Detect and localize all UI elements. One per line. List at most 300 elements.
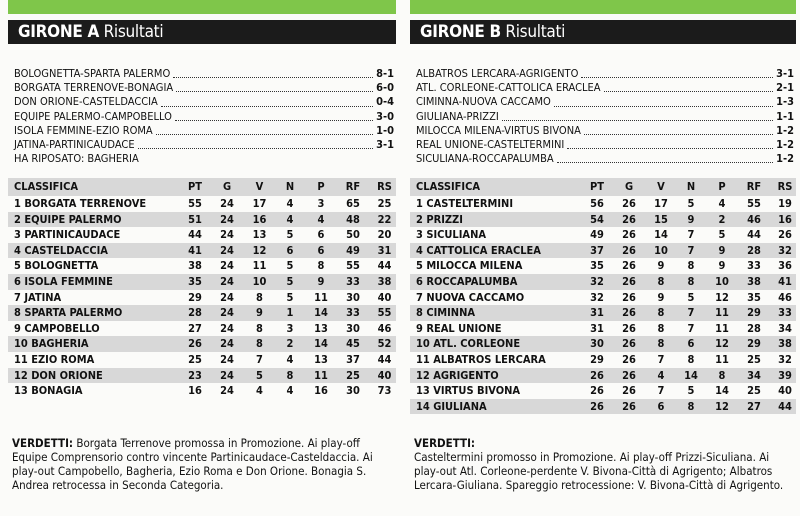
result-match: ISOLA FEMMINE-EZIO ROMA <box>14 123 153 137</box>
standings-row <box>410 258 796 274</box>
standings-value: 1 <box>286 306 294 320</box>
standings-value: 17 <box>252 197 267 210</box>
standings-value: 26 <box>622 368 636 382</box>
standings-value: 49 <box>346 243 360 257</box>
result-leader-dots <box>161 95 373 106</box>
standings-value: 26 <box>622 290 636 304</box>
standings-value: 13 <box>314 352 328 366</box>
standings-value: 34 <box>747 368 761 382</box>
standings-value: 45 <box>346 337 360 351</box>
standings-row <box>410 368 796 384</box>
standings-value: 12 <box>715 399 729 413</box>
standings-value: 40 <box>377 368 392 382</box>
standings-value: 41 <box>188 243 202 257</box>
standings-value: 40 <box>377 290 392 304</box>
result-match: ATL. CORLEONE-CATTOLICA ERACLEA <box>416 81 601 95</box>
standings-value: 46 <box>747 212 761 226</box>
standings-header-cell: V <box>657 180 665 193</box>
standings-value: 11 <box>715 306 729 320</box>
girone-a-green-bar <box>8 0 396 14</box>
standings-value: 55 <box>377 306 392 320</box>
standings-value: 24 <box>220 306 234 320</box>
standings-value: 10 <box>252 274 267 288</box>
standings-value: 5 <box>687 290 695 304</box>
standings-value: 4 <box>286 352 294 366</box>
result-score: 3-1 <box>776 67 794 80</box>
standings-value: 28 <box>747 243 761 257</box>
standings-value: 26 <box>622 259 636 273</box>
standings-value: 7 <box>256 352 263 366</box>
standings-value: 26 <box>622 228 636 242</box>
standings-value: 27 <box>747 399 761 413</box>
result-row <box>14 124 394 138</box>
standings-value: 30 <box>346 321 360 335</box>
standings-row <box>410 227 796 243</box>
standings-value: 8 <box>657 321 665 335</box>
standings-header-cell: P <box>317 180 325 193</box>
standings-header-row <box>410 178 796 196</box>
standings-team: 13 VIRTUS BIVONA <box>416 384 521 398</box>
standings-value: 4 <box>256 384 263 398</box>
standings-value: 14 <box>314 337 328 351</box>
standings-value: 26 <box>622 197 636 210</box>
standings-row <box>410 399 796 415</box>
standings-row <box>8 352 396 368</box>
standings-value: 33 <box>346 274 360 288</box>
standings-value: 46 <box>377 321 392 335</box>
standings-row <box>8 336 396 352</box>
standings-value: 37 <box>346 352 360 366</box>
standings-value: 38 <box>188 259 202 273</box>
standings-team: 5 BOLOGNETTA <box>14 259 99 273</box>
standings-value: 7 <box>687 228 695 242</box>
standings-value: 14 <box>684 368 698 382</box>
standings-value: 29 <box>590 352 604 366</box>
girone-a-subtitle: Risultati <box>103 22 164 42</box>
standings-value: 26 <box>590 384 604 398</box>
standings-value: 26 <box>622 243 636 257</box>
standings-value: 16 <box>188 384 202 398</box>
standings-value: 17 <box>654 197 668 210</box>
standings-value: 73 <box>377 384 392 398</box>
standings-team: 3 PARTINICAUDACE <box>14 228 121 242</box>
standings-value: 24 <box>220 197 234 210</box>
standings-value: 55 <box>747 197 761 210</box>
standings-team: 1 CASTELTERMINI <box>416 197 514 210</box>
result-row <box>14 95 394 109</box>
standings-team: 14 GIULIANA <box>416 399 487 413</box>
standings-value: 25 <box>747 352 761 366</box>
standings-value: 10 <box>654 243 668 257</box>
girone-b-column <box>410 0 796 516</box>
standings-row <box>8 368 396 384</box>
standings-value: 28 <box>188 306 202 320</box>
result-score: 0-4 <box>376 95 394 109</box>
standings-team: 4 CATTOLICA ERACLEA <box>416 243 541 257</box>
standings-value: 44 <box>377 352 392 366</box>
standings-team: 4 CASTELDACCIA <box>14 243 108 257</box>
standings-value: 50 <box>346 228 360 242</box>
standings-team: 3 SICULIANA <box>416 228 487 242</box>
standings-value: 27 <box>188 321 202 335</box>
standings-value: 46 <box>778 290 792 304</box>
standings-row <box>410 290 796 306</box>
standings-row <box>8 290 396 306</box>
result-score: 1-3 <box>776 95 794 109</box>
standings-value: 26 <box>590 368 604 382</box>
result-score: 3-0 <box>376 109 394 123</box>
standings-header-cell: CLASSIFICA <box>416 180 481 193</box>
girone-a-column <box>8 0 396 516</box>
standings-team: 6 ROCCAPALUMBA <box>416 274 518 288</box>
standings-value: 4 <box>286 197 294 210</box>
result-score: 1-2 <box>776 123 794 137</box>
standings-value: 41 <box>778 274 792 288</box>
standings-value: 26 <box>622 321 636 335</box>
standings-value: 2 <box>718 212 726 226</box>
standings-value: 44 <box>778 399 792 413</box>
standings-value: 26 <box>778 228 792 242</box>
standings-value: 11 <box>252 259 267 273</box>
girone-a-results <box>14 67 394 152</box>
standings-value: 24 <box>220 368 234 382</box>
standings-team: 9 REAL UNIONE <box>416 321 502 335</box>
girone-b-title: GIRONE B <box>420 22 501 42</box>
standings-value: 24 <box>220 337 234 351</box>
standings-header-cell: RF <box>345 180 361 193</box>
standings-team: 10 ATL. CORLEONE <box>416 337 521 351</box>
standings-value: 24 <box>220 352 234 366</box>
standings-header-cell: P <box>718 180 726 193</box>
standings-row <box>410 352 796 368</box>
standings-value: 38 <box>747 274 761 288</box>
standings-value: 31 <box>590 321 604 335</box>
result-row <box>14 81 394 95</box>
standings-value: 11 <box>314 368 328 382</box>
result-leader-dots <box>502 110 773 121</box>
standings-value: 24 <box>220 212 234 226</box>
standings-team: 5 MILOCCA MILENA <box>416 259 523 273</box>
girone-a-verdict-text: Borgata Terrenove promossa in Promozione. Ai play-off Equipe Comprensorio contro vincente Partinicaudace-Casteldaccia. Ai play-out Campobello, Bagheria, Ezio Roma e Don Orione. Bonagia S. Andrea retrocessa in Seconda Categoria. <box>12 436 373 492</box>
result-leader-dots <box>138 138 374 149</box>
standings-value: 38 <box>377 274 392 288</box>
standings-header-cell: V <box>255 180 264 193</box>
result-leader-dots <box>584 124 773 135</box>
result-row <box>416 138 794 152</box>
standings-value: 25 <box>747 384 761 398</box>
standings-value: 11 <box>715 352 729 366</box>
standings-team: 7 JATINA <box>14 290 62 304</box>
standings-value: 14 <box>715 384 729 398</box>
standings-value: 4 <box>286 212 294 226</box>
standings-value: 55 <box>346 259 360 273</box>
result-match: BOLOGNETTA-SPARTA PALERMO <box>14 67 171 80</box>
girone-b-verdict-text: Casteltermini promosso in Promozione. Ai play-off Prizzi-Siculiana. Ai play-out Atl. Corleone-perdente V. Bivona-Città di Agrigento; Albatros Lercara-Giuliana. Spareggio retrocessione: V. Bivona-Città di Agrigento. <box>414 450 784 492</box>
girone-a-rest-note: HA RIPOSATO: BAGHERIA <box>14 152 139 165</box>
standings-value: 35 <box>747 290 761 304</box>
standings-value: 8 <box>718 368 726 382</box>
standings-header-row <box>8 178 396 196</box>
standings-value: 10 <box>715 274 729 288</box>
girone-b-subtitle: Risultati <box>505 22 566 42</box>
result-row <box>416 95 794 109</box>
standings-row <box>410 305 796 321</box>
standings-value: 29 <box>747 306 761 320</box>
standings-value: 11 <box>314 290 328 304</box>
result-match: CIMINNA-NUOVA CACCAMO <box>416 95 551 109</box>
standings-value: 8 <box>286 368 294 382</box>
standings-header-cell: G <box>222 180 232 193</box>
standings-value: 3 <box>286 321 294 335</box>
standings-row <box>8 274 396 290</box>
standings-row <box>410 274 796 290</box>
standings-value: 5 <box>718 228 726 242</box>
standings-value: 26 <box>622 337 636 351</box>
standings-value: 12 <box>715 290 729 304</box>
standings-value: 16 <box>252 212 267 226</box>
standings-value: 9 <box>256 306 263 320</box>
standings-value: 49 <box>590 228 604 242</box>
standings-value: 24 <box>220 243 234 257</box>
standings-team: 6 ISOLA FEMMINE <box>14 274 113 288</box>
result-row <box>416 110 794 124</box>
result-row <box>14 138 394 152</box>
standings-value: 9 <box>317 274 325 288</box>
standings-header-cell: RS <box>377 180 392 193</box>
standings-value: 44 <box>188 228 202 242</box>
result-row <box>416 124 794 138</box>
standings-value: 23 <box>188 368 202 382</box>
standings-value: 26 <box>622 384 636 398</box>
standings-value: 48 <box>346 212 360 226</box>
standings-value: 65 <box>346 197 360 210</box>
standings-value: 7 <box>687 321 695 335</box>
standings-value: 19 <box>778 197 792 210</box>
standings-value: 8 <box>657 274 665 288</box>
result-score: 8-1 <box>376 67 394 80</box>
standings-value: 26 <box>622 352 636 366</box>
standings-value: 24 <box>220 384 234 398</box>
standings-value: 25 <box>188 352 202 366</box>
standings-value: 11 <box>715 321 729 335</box>
standings-value: 29 <box>188 290 202 304</box>
girone-a-title: GIRONE A <box>18 22 100 42</box>
result-leader-dots <box>581 67 773 78</box>
standings-header-cell: RF <box>746 180 762 193</box>
standings-value: 8 <box>657 337 665 351</box>
standings-value: 33 <box>346 306 360 320</box>
standings-value: 8 <box>256 290 263 304</box>
standings-value: 8 <box>687 259 695 273</box>
standings-value: 32 <box>590 274 604 288</box>
standings-value: 26 <box>622 399 636 413</box>
standings-header-cell: N <box>285 180 295 193</box>
standings-value: 8 <box>687 352 695 366</box>
standings-row <box>8 212 396 228</box>
standings-value: 6 <box>687 337 695 351</box>
result-score: 1-1 <box>776 109 794 123</box>
standings-value: 24 <box>220 228 234 242</box>
standings-row <box>8 196 396 212</box>
standings-value: 7 <box>687 243 695 257</box>
standings-row <box>8 243 396 259</box>
standings-value: 15 <box>654 212 668 226</box>
standings-value: 4 <box>317 212 325 226</box>
result-match: MILOCCA MILENA-VIRTUS BIVONA <box>416 123 581 137</box>
standings-value: 8 <box>317 259 325 273</box>
result-score: 3-1 <box>376 137 394 151</box>
standings-value: 9 <box>687 212 695 226</box>
standings-row <box>8 383 396 399</box>
result-match: SICULIANA-ROCCAPALUMBA <box>416 152 554 166</box>
result-score: 1-2 <box>776 137 794 151</box>
standings-value: 7 <box>657 384 665 398</box>
standings-value: 14 <box>314 306 328 320</box>
result-leader-dots <box>554 95 773 106</box>
result-match: BORGATA TERRENOVE-BONAGIA <box>14 81 174 95</box>
standings-value: 12 <box>252 243 267 257</box>
standings-team: 1 BORGATA TERRENOVE <box>14 197 147 210</box>
result-row <box>416 81 794 95</box>
standings-team: 11 ALBATROS LERCARA <box>416 352 546 366</box>
standings-value: 5 <box>286 274 294 288</box>
standings-value: 4 <box>286 384 294 398</box>
standings-row <box>410 196 796 212</box>
result-row <box>416 67 794 81</box>
standings-value: 16 <box>314 384 328 398</box>
result-leader-dots <box>156 124 373 135</box>
standings-value: 37 <box>590 243 604 257</box>
result-match: GIULIANA-PRIZZI <box>416 109 499 123</box>
result-match: JATINA-PARTINICAUDACE <box>14 137 135 151</box>
standings-value: 32 <box>778 352 792 366</box>
standings-value: 31 <box>590 306 604 320</box>
standings-row <box>410 321 796 337</box>
standings-row <box>410 336 796 352</box>
standings-value: 26 <box>622 212 636 226</box>
standings-value: 9 <box>718 259 726 273</box>
standings-value: 32 <box>778 243 792 257</box>
standings-header-cell: G <box>624 180 634 193</box>
result-score: 2-1 <box>776 81 794 95</box>
standings-value: 55 <box>188 197 202 210</box>
girone-b-results <box>416 67 794 166</box>
girone-b-verdict <box>414 436 792 492</box>
standings-value: 12 <box>715 337 729 351</box>
standings-value: 30 <box>590 337 604 351</box>
standings-value: 39 <box>778 368 792 382</box>
standings-row <box>8 321 396 337</box>
girone-a-verdict-label: VERDETTI: <box>12 436 74 450</box>
standings-team: 2 EQUIPE PALERMO <box>14 212 122 226</box>
result-row <box>14 67 394 81</box>
standings-value: 44 <box>377 259 392 273</box>
standings-value: 38 <box>778 337 792 351</box>
standings-value: 52 <box>377 337 392 351</box>
result-score: 1-2 <box>776 152 794 166</box>
standings-team: 8 CIMINNA <box>416 306 476 320</box>
standings-value: 8 <box>256 337 263 351</box>
standings-value: 14 <box>654 228 668 242</box>
result-score: 1-0 <box>376 123 394 137</box>
standings-value: 25 <box>377 197 392 210</box>
standings-value: 7 <box>657 352 665 366</box>
standings-team: 11 EZIO ROMA <box>14 352 95 366</box>
result-leader-dots <box>557 152 773 163</box>
standings-value: 2 <box>286 337 294 351</box>
standings-value: 9 <box>718 243 726 257</box>
result-leader-dots <box>567 138 773 149</box>
girone-b-verdict-label: VERDETTI: <box>414 436 476 450</box>
standings-value: 24 <box>220 321 234 335</box>
standings-value: 30 <box>346 384 360 398</box>
standings-value: 8 <box>687 399 695 413</box>
standings-value: 7 <box>687 306 695 320</box>
girone-a-header <box>8 20 396 44</box>
standings-value: 40 <box>778 384 792 398</box>
standings-row <box>410 383 796 399</box>
standings-value: 9 <box>657 259 665 273</box>
standings-value: 32 <box>590 290 604 304</box>
standings-value: 24 <box>220 259 234 273</box>
standings-value: 29 <box>747 337 761 351</box>
standings-header-cell: N <box>686 180 696 193</box>
standings-value: 25 <box>346 368 360 382</box>
standings-value: 36 <box>778 259 792 273</box>
standings-value: 35 <box>590 259 604 273</box>
standings-value: 5 <box>687 197 695 210</box>
standings-team: 12 DON ORIONE <box>14 368 103 382</box>
standings-value: 6 <box>657 399 665 413</box>
standings-value: 8 <box>657 306 665 320</box>
standings-value: 6 <box>317 243 325 257</box>
girone-a-verdict <box>12 436 392 492</box>
result-row <box>416 152 794 166</box>
standings-value: 3 <box>317 197 325 210</box>
standings-value: 44 <box>747 228 761 242</box>
standings-value: 24 <box>220 290 234 304</box>
result-match: REAL UNIONE-CASTELTERMINI <box>416 137 565 151</box>
standings-value: 56 <box>590 197 604 210</box>
standings-value: 28 <box>747 321 761 335</box>
girone-a-standings-table <box>8 178 396 399</box>
result-leader-dots <box>604 81 774 92</box>
standings-value: 26 <box>622 274 636 288</box>
standings-team: 13 BONAGIA <box>14 384 83 398</box>
standings-value: 6 <box>286 243 294 257</box>
standings-value: 22 <box>377 212 392 226</box>
standings-value: 5 <box>286 259 294 273</box>
standings-value: 51 <box>188 212 202 226</box>
standings-value: 31 <box>377 243 392 257</box>
result-leader-dots <box>176 81 373 92</box>
standings-row <box>8 305 396 321</box>
standings-value: 13 <box>314 321 328 335</box>
result-match: DON ORIONE-CASTELDACCIA <box>14 95 158 109</box>
standings-value: 9 <box>657 290 665 304</box>
standings-value: 5 <box>256 368 263 382</box>
standings-value: 5 <box>286 290 294 304</box>
standings-team: 7 NUOVA CACCAMO <box>416 290 525 304</box>
standings-value: 33 <box>747 259 761 273</box>
standings-value: 8 <box>687 274 695 288</box>
result-match: EQUIPE PALERMO-CAMPOBELLO <box>14 109 172 123</box>
standings-value: 34 <box>778 321 792 335</box>
standings-value: 8 <box>256 321 263 335</box>
standings-team: 12 AGRIGENTO <box>416 368 499 382</box>
standings-value: 5 <box>286 228 294 242</box>
standings-row <box>410 243 796 259</box>
